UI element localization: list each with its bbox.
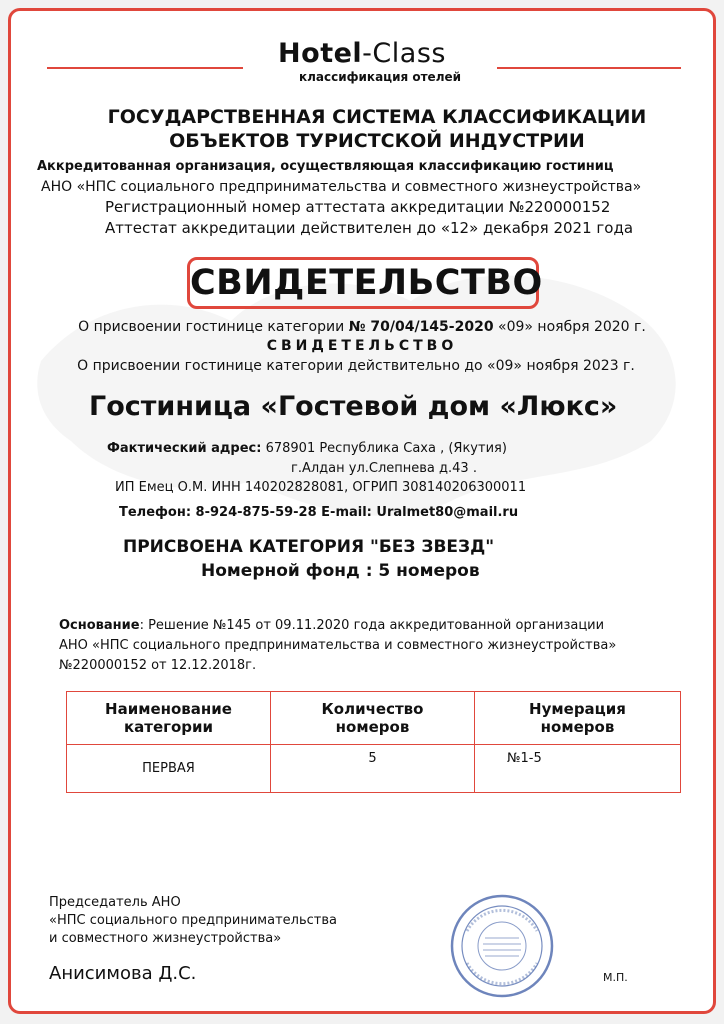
table-cell-room-count: 5 <box>271 745 475 793</box>
accreditation-reg-number: Регистрационный номер аттестата аккредитации №220000152 <box>105 198 611 216</box>
category-table <box>66 691 681 793</box>
certificate-title: СВИДЕТЕЛЬСТВО <box>187 257 539 309</box>
accreditation-org-title: Аккредитованная организация, осуществляющая классификацию гостиниц <box>37 159 614 174</box>
table-cell-category: ПЕРВАЯ <box>67 745 271 793</box>
basis-line1: Основание: Решение №145 от 09.11.2020 года аккредитованной организации <box>59 618 605 633</box>
hotel-address-line2: г.Алдан ул.Слепнева д.43 . <box>291 461 477 476</box>
category-assigned: ПРИСВОЕНА КАТЕГОРИЯ "БЕЗ ЗВЕЗД" <box>123 537 495 557</box>
certificate-assignment-line: О присвоении гостинице категории № 70/04/145-2020 «09» ноября 2020 г. <box>78 319 646 335</box>
hotel-address-line1: Фактический адрес: 678901 Республика Саха , (Якутия) <box>107 441 507 456</box>
hotel-class-logo: Hotel-Class классификация отелей <box>278 38 462 84</box>
accreditation-valid-until: Аттестат аккредитации действителен до «12» декабря 2021 года <box>105 219 634 237</box>
room-stock: Номерной фонд : 5 номеров <box>201 561 480 581</box>
chairman-title: Председатель АНО «НПС социального предпринимательства и совместного жизнеустройства» <box>49 895 337 946</box>
table-cell-room-numbering: №1-5 <box>475 745 681 793</box>
table-header-row <box>67 692 681 745</box>
hotel-contacts: Телефон: 8-924-875-59-28 E-mail: Uralmet80@mail.ru <box>119 505 519 520</box>
accreditation-org-name: АНО «НПС социального предпринимательства и совместного жизнеустройства» <box>41 179 642 195</box>
table-header-room-numbering: Нумерация номеров <box>475 692 681 745</box>
stamp-place-label: М.П. <box>603 971 628 984</box>
table-row <box>67 745 681 793</box>
basis-line3: №220000152 от 12.12.2018г. <box>59 658 257 673</box>
state-system-title: ГОСУДАРСТВЕННАЯ СИСТЕМА КЛАССИФИКАЦИИ ОБЪЕКТОВ ТУРИСТСКОЙ ИНДУСТРИИ <box>107 106 647 152</box>
hotel-owner: ИП Емец О.М. ИНН 140202828081, ОГРИП 308140206300011 <box>115 480 527 495</box>
certificate-validity: О присвоении гостинице категории действительно до «09» ноября 2023 г. <box>77 358 635 374</box>
round-seal-stamp <box>447 891 557 1001</box>
hotel-name: Гостиница «Гостевой дом «Люкс» <box>89 391 618 422</box>
chairman-name: Анисимова Д.С. <box>49 963 197 984</box>
certificate-sheet <box>8 8 716 1014</box>
table-header-category: Наименование категории <box>67 692 271 745</box>
table-header-room-count: Количество номеров <box>271 692 475 745</box>
certificate-subtitle: СВИДЕТЕЛЬСТВО <box>266 338 458 354</box>
basis-line2: АНО «НПС социального предпринимательства и совместного жизнеустройства» <box>59 638 617 653</box>
